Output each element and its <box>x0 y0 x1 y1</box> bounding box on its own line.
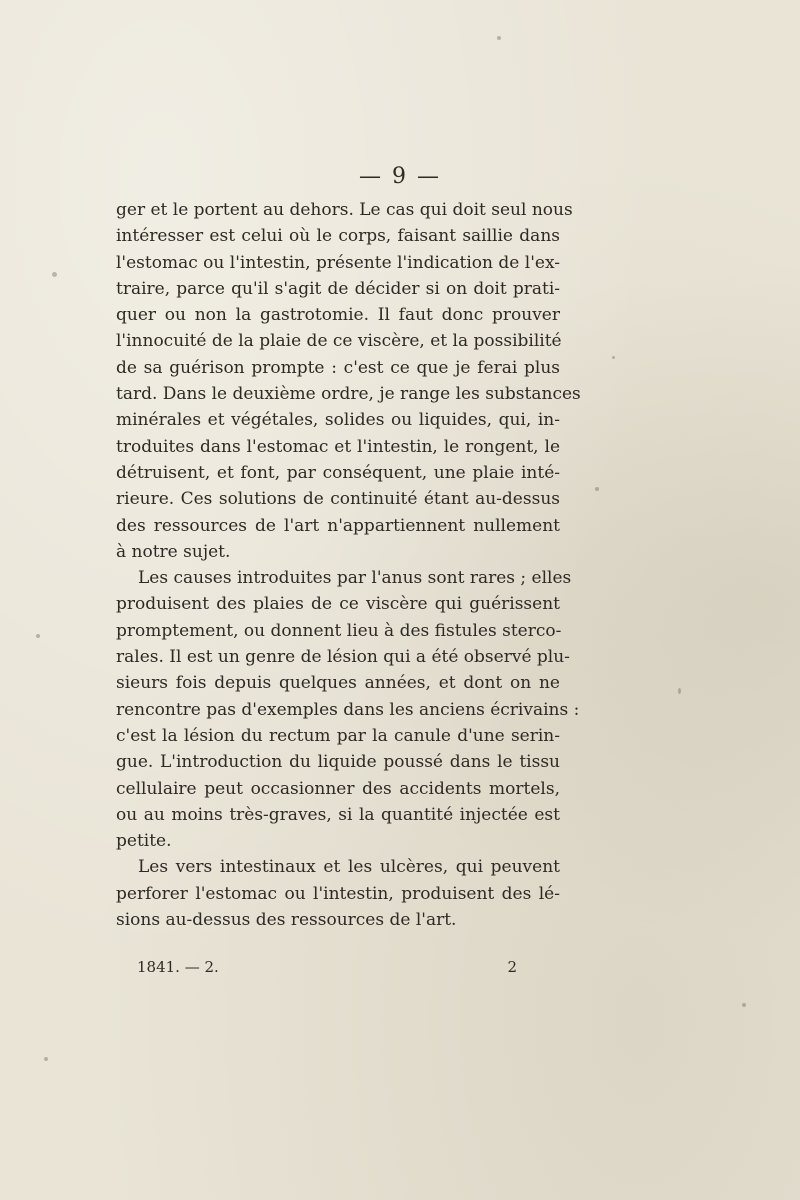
text-line: de sa guérison prompte : c'est ce que je ferai plus <box>116 357 560 378</box>
text-line: cellulaire peut occasionner des accidents mortels, <box>116 778 560 799</box>
text-line: produisent des plaies de ce viscère qui guérissent <box>116 594 560 615</box>
paper-speck <box>595 487 599 491</box>
text-line: tard. Dans le deuxième ordre, je range les substances <box>116 384 581 405</box>
text-line: Les vers intestinaux et les ulcères, qui peuvent <box>138 857 560 878</box>
text-line: gue. L'introduction du liquide poussé dans le tissu <box>116 752 560 773</box>
text-line: perforer l'estomac ou l'intestin, produisent des lé- <box>116 883 560 904</box>
text-line: l'estomac ou l'intestin, présente l'indication de l'ex- <box>116 252 560 273</box>
sheet-number: 2 <box>507 958 517 976</box>
text-line: c'est la lésion du rectum par la canule d'une serin- <box>116 725 560 746</box>
text-line: Les causes introduites par l'anus sont rares ; elles <box>138 568 572 589</box>
text-line: troduites dans l'estomac et l'intestin, le rongent, le <box>116 436 560 457</box>
text-line: des ressources de l'art n'appartiennent nullement <box>116 515 560 536</box>
text-line: sieurs fois depuis quelques années, et dont on ne <box>116 673 560 694</box>
text-line: ou au moins très-graves, si la quantité injectée est <box>116 804 560 825</box>
text-line: petite. <box>116 831 172 852</box>
text-line: rencontre pas d'exemples dans les anciens écrivains : <box>116 699 580 720</box>
text-line: sions au-dessus des ressources de l'art. <box>116 910 457 931</box>
body-text <box>116 197 581 933</box>
text-line: à notre sujet. <box>116 541 231 562</box>
signature-mark: 1841. — 2. <box>137 958 219 976</box>
paper-speck <box>36 634 40 638</box>
text-line: rieure. Ces solutions de continuité étant au-dessus <box>116 489 560 510</box>
text-line: ger et le portent au dehors. Le cas qui doit seul nous <box>116 200 573 220</box>
text-line: intéresser est celui où le corps, faisant saillie dans <box>116 226 560 247</box>
text-line: quer ou non la gastrotomie. Il faut donc prouver <box>116 305 560 326</box>
paper-speck <box>52 272 57 277</box>
text-line: minérales et végétales, solides ou liquides, qui, in- <box>116 410 560 431</box>
text-line: détruisent, et font, par conséquent, une plaie inté- <box>116 462 560 483</box>
page-number: — 9 — <box>359 164 441 189</box>
paper-speck <box>742 1003 746 1007</box>
text-line: promptement, ou donnent lieu à des fistules sterco- <box>116 620 562 641</box>
paper-speck <box>678 688 681 694</box>
text-line: rales. Il est un genre de lésion qui a été observé plu- <box>116 647 570 668</box>
paper-speck <box>612 356 615 359</box>
paper-speck <box>44 1057 48 1061</box>
text-line: traire, parce qu'il s'agit de décider si on doit prati- <box>116 278 560 299</box>
paper-speck <box>497 36 501 40</box>
text-line: l'innocuité de la plaie de ce viscère, et la possibilité <box>116 331 562 352</box>
